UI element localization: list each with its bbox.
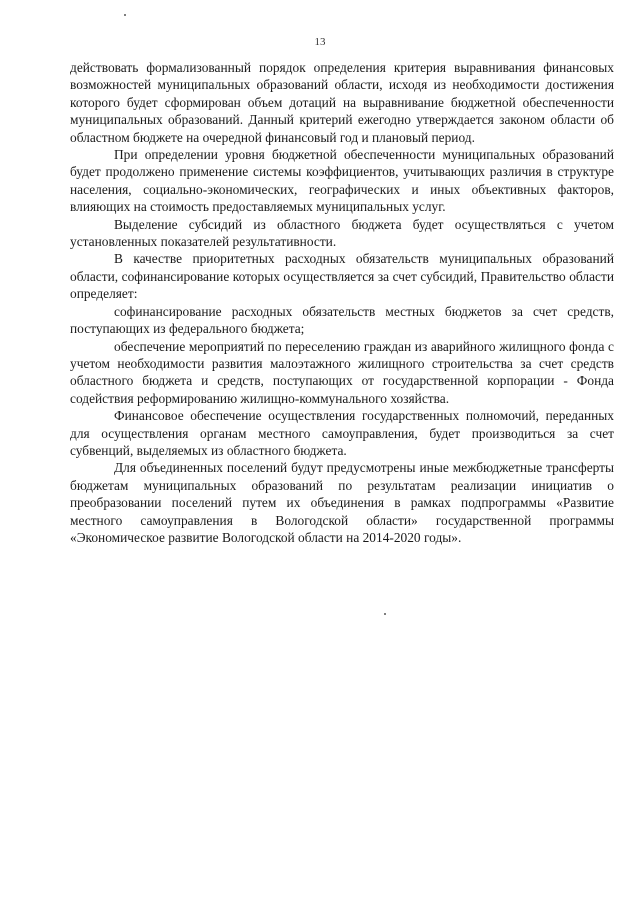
paragraph-subventions: Финансовое обеспечение осуществления государственных полномочий, переданных для осуществления органам местного самоуправления, будет производиться за счет субвенций, выделяемых из областного бюджета.: [70, 408, 614, 458]
paragraph-fiscal-capacity: При определении уровня бюджетной обеспеченности муниципальных образований будет продолжено применение системы коэффициентов, учитывающих различия в структуре населения, социально-экономических, географических и иных объективных факторов, влияющих на стоимость предоставляемых муниципальных услуг.: [70, 147, 614, 215]
page-number: 13: [314, 36, 326, 48]
paragraph-cofinancing: софинансирование расходных обязательств местных бюджетов за счет средств, поступающих из федерального бюджета;: [70, 303, 614, 337]
body-text: [70, 59, 614, 546]
paragraph-priority-obligations: В качестве приоритетных расходных обязательств муниципальных образований области, софинансирование которых осуществляется за счет субсидий, Правительство области определяет:: [70, 251, 614, 302]
paragraph-merged-settlements: Для объединенных поселений будут предусмотрены иные межбюджетные трансферты бюджетам муниципальных образований по результатам реализации инициатив о преобразовании поселений путем их объединения в рамках подпрограммы «Развитие местного самоуправления в Вологодской области» государственной программы «Экономическое развитие Вологодской области на 2014-2020 годы».: [70, 460, 614, 545]
paragraph-subsidies: Выделение субсидий из областного бюджета будет осуществляться с учетом установленных показателей результативности.: [70, 216, 614, 250]
scan-speck: [124, 14, 126, 16]
paragraph-continuation: действовать формализованный порядок определения критерия выравнивания финансовых возможностей муниципальных образований области, исходя из необходимости достижения которого будет сформирован объем дотаций на выравнивание бюджетной обеспеченности муниципальных образований. Данный критерий ежегодно утверждается законом области об областном бюджете на очередной финансовый год и плановый период.: [70, 60, 614, 145]
scan-speck: [384, 613, 386, 615]
paragraph-resettlement: обеспечение мероприятий по переселению граждан из аварийного жилищного фонда с учетом необходимости развития малоэтажного жилищного строительства за счет средств областного бюджета и средств, поступающих от государственной корпорации - Фонда содействия реформированию жилищно-коммунального хозяйства.: [70, 338, 614, 406]
